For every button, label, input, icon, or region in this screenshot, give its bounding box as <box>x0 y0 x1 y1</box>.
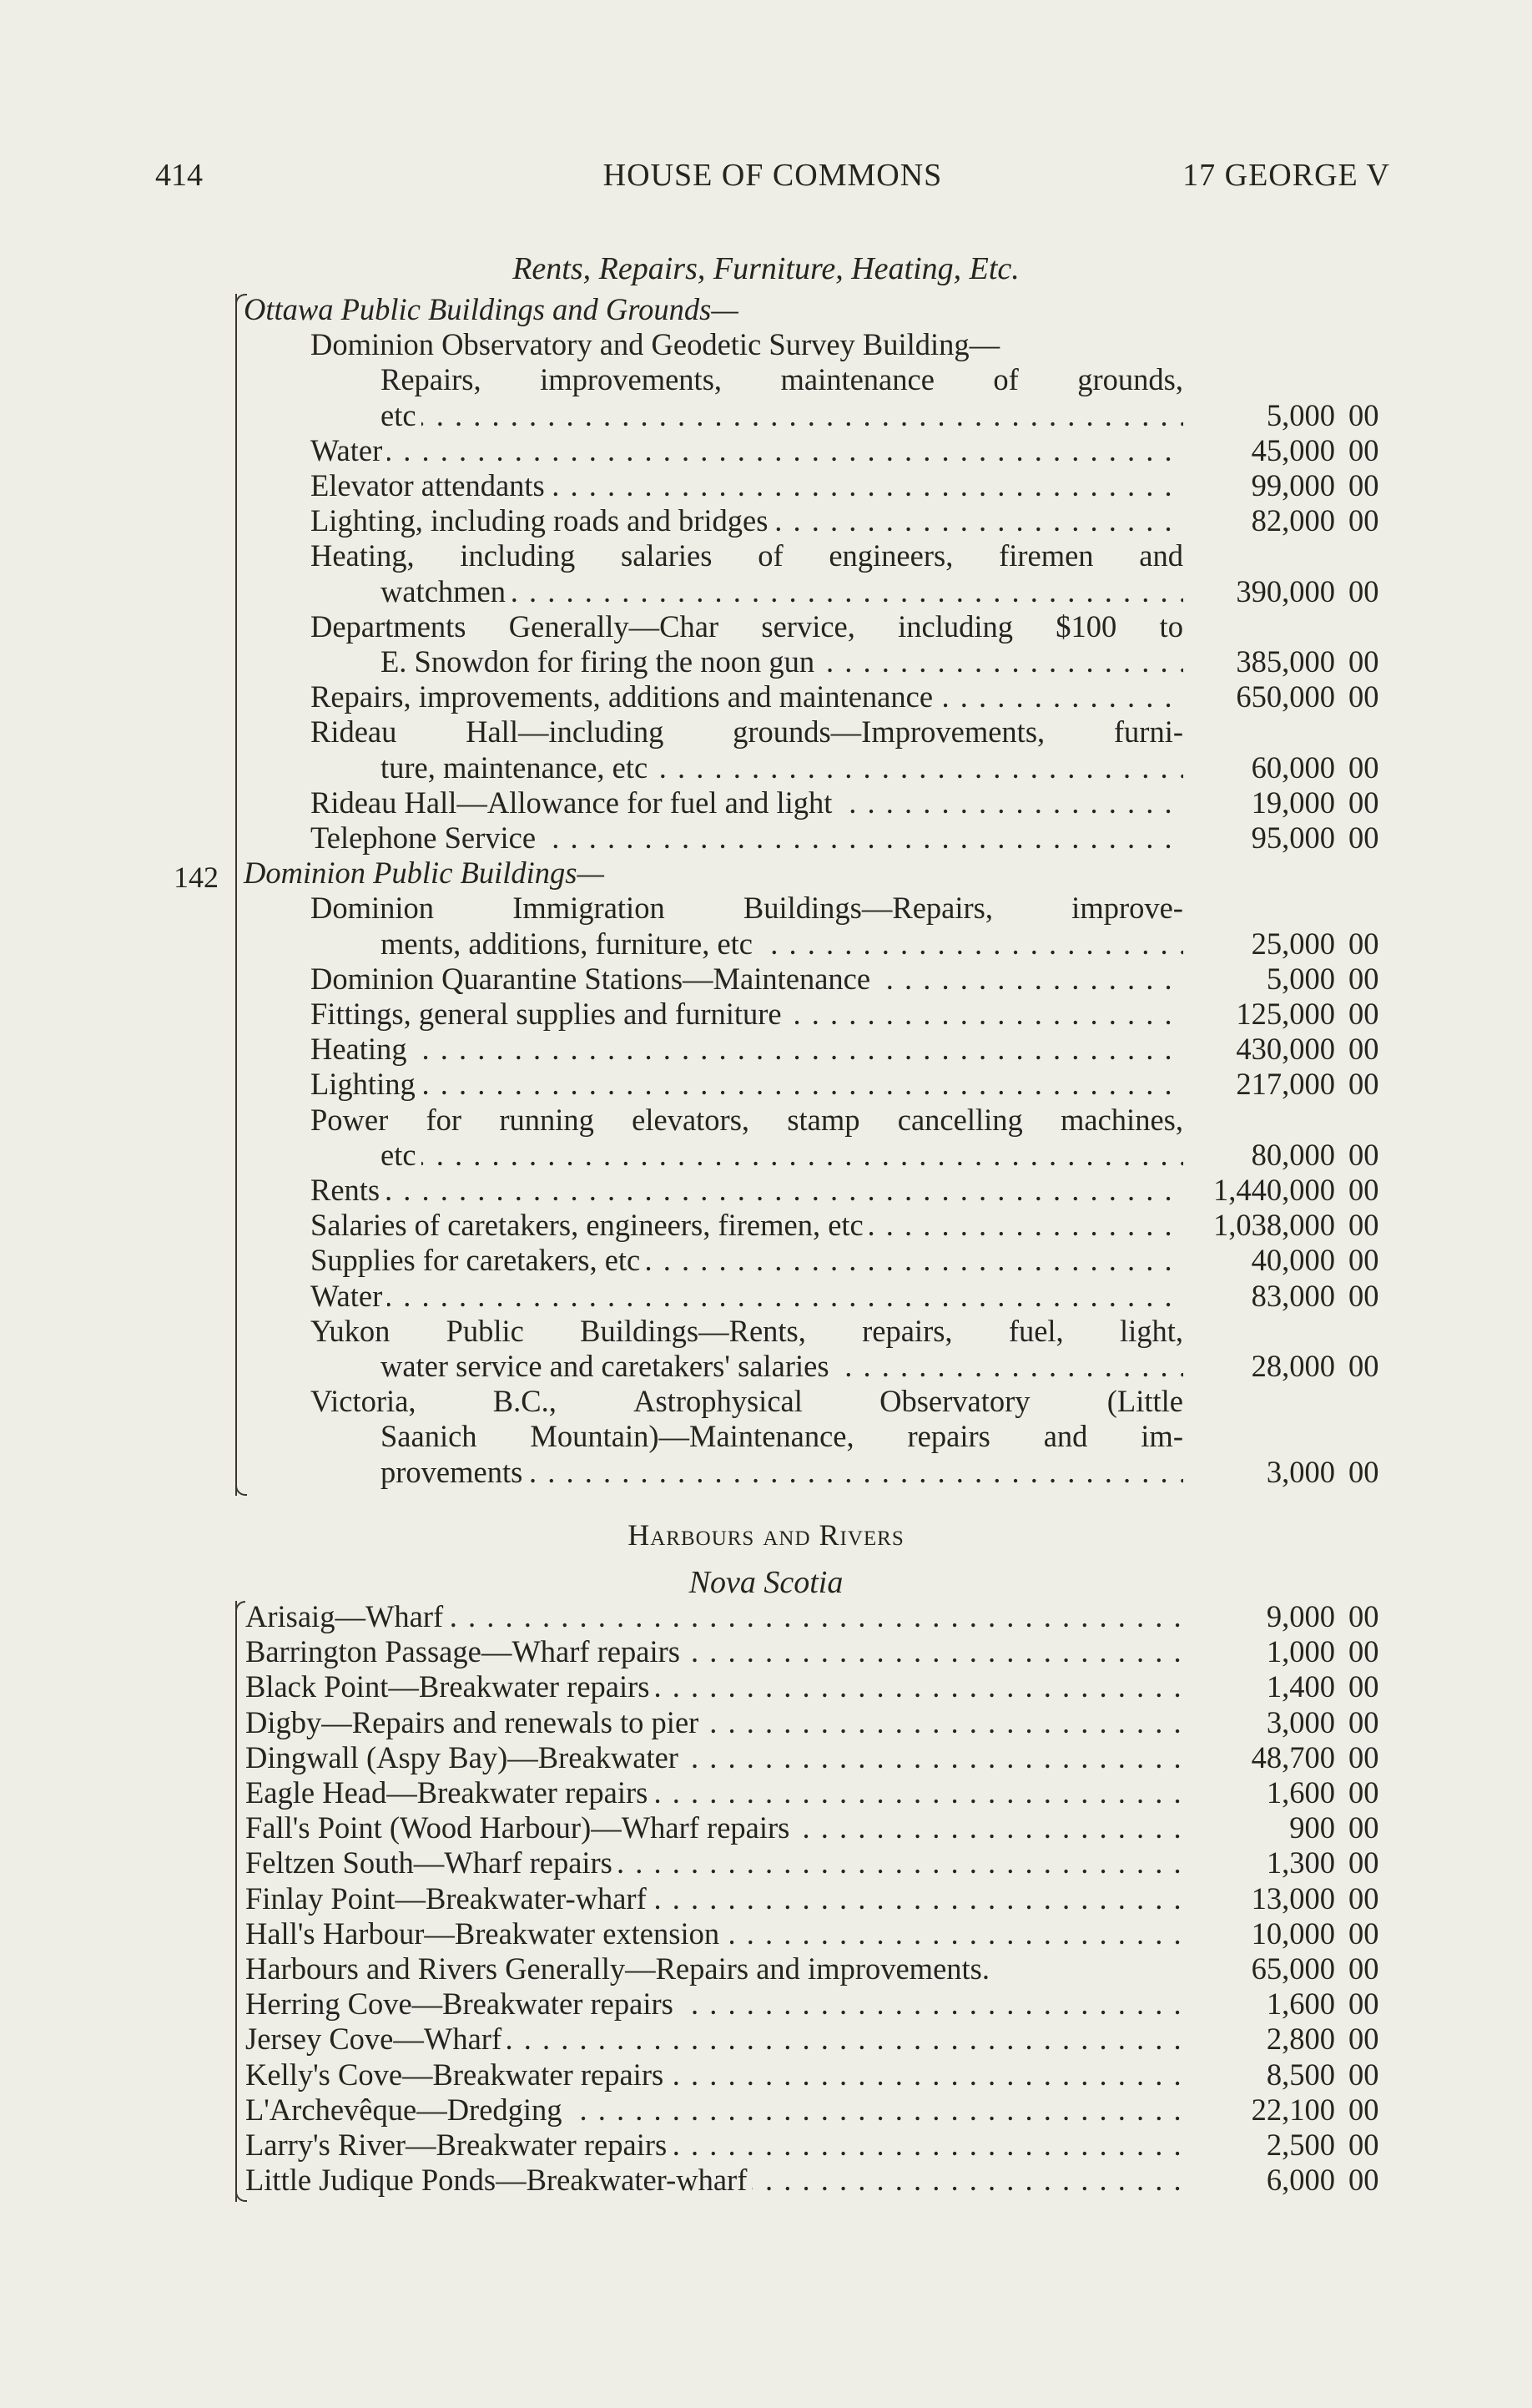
entry-text: Water <box>310 1279 387 1314</box>
entry-line <box>310 820 1183 856</box>
entry-amount <box>1185 1032 1390 1067</box>
amount-cents: 00 <box>1348 1278 1379 1313</box>
amount-dollars: 19,000 <box>1251 785 1335 820</box>
amount-dollars: 2,500 <box>1266 2128 1335 2162</box>
amount-cents: 00 <box>1348 1454 1379 1489</box>
entry-amount <box>1185 1173 1390 1208</box>
entry-amount <box>1185 1951 1390 1986</box>
amount-dollars: 1,600 <box>1266 1986 1335 2022</box>
entry-line <box>310 962 1183 997</box>
entry-text: Salaries of caretakers, engineers, firemen, etc <box>310 1208 869 1243</box>
entry-amount <box>1185 1669 1390 1704</box>
entry-text: ments, additions, furniture, etc <box>380 926 758 962</box>
entry-amount <box>1185 398 1390 433</box>
entry-amount <box>1185 1916 1390 1951</box>
entry-line <box>245 2128 1183 2163</box>
entry-line <box>380 574 1183 609</box>
entry-line <box>380 1138 1183 1173</box>
entry-amount <box>1185 750 1390 785</box>
entry-text: Arisaig—Wharf <box>245 1599 448 1634</box>
amount-dollars: 5,000 <box>1266 961 1335 996</box>
entry-amount <box>1185 926 1390 962</box>
amount-dollars: 13,000 <box>1251 1880 1335 1916</box>
entry-line <box>310 609 1183 644</box>
entry-text: Departments Generally—Char service, including $100 to <box>310 608 1183 644</box>
amount-dollars: 217,000 <box>1236 1067 1335 1102</box>
entry-amount <box>1185 2022 1390 2057</box>
entry-line <box>245 2163 1183 2198</box>
amount-dollars: 1,038,000 <box>1213 1208 1335 1243</box>
entry-amount <box>1185 1349 1390 1384</box>
amount-cents: 00 <box>1348 573 1379 608</box>
entry-line <box>245 1810 1183 1845</box>
entry-amount <box>1185 2092 1390 2128</box>
entry-line <box>310 785 1183 820</box>
amount-dollars: 22,100 <box>1251 2092 1335 2127</box>
amount-dollars: 1,400 <box>1266 1669 1335 1704</box>
entry-line <box>245 1986 1183 2022</box>
amount-cents: 00 <box>1348 1704 1379 1739</box>
entry-text: Rideau Hall—including grounds—Improvements, furni- <box>310 714 1183 750</box>
entry-line <box>245 1951 1183 1986</box>
entry-text: Heating, including salaries of engineers, firemen and <box>310 538 1183 573</box>
entry-line <box>310 1208 1183 1243</box>
entry-text: Eagle Head—Breakwater repairs <box>245 1775 653 1810</box>
amount-cents: 00 <box>1348 1775 1379 1810</box>
amount-dollars: 125,000 <box>1236 997 1335 1031</box>
entry-text: Harbours and Rivers Generally—Repairs and improvements. <box>245 1951 990 1986</box>
entry-line <box>310 1067 1183 1102</box>
amount-dollars: 83,000 <box>1251 1278 1335 1313</box>
province-heading: Nova Scotia <box>688 1565 844 1600</box>
entry-line <box>310 503 1183 538</box>
amount-dollars: 45,000 <box>1251 432 1335 467</box>
amount-cents: 00 <box>1348 750 1379 785</box>
entry-amount <box>1185 574 1390 609</box>
amount-dollars: 430,000 <box>1236 1032 1335 1067</box>
amount-cents: 00 <box>1348 1845 1379 1880</box>
amount-cents: 00 <box>1348 1916 1379 1951</box>
reign-label: 17 GEORGE V <box>1182 158 1390 193</box>
entry-text: E. Snowdon for firing the noon gun <box>380 644 819 679</box>
entry-amount <box>1185 1740 1390 1775</box>
entry-line <box>310 1384 1183 1419</box>
amount-dollars: 28,000 <box>1251 1349 1335 1383</box>
amount-cents: 00 <box>1348 1032 1379 1067</box>
amount-cents: 00 <box>1348 397 1379 432</box>
page-number: 414 <box>155 158 203 193</box>
entry-line <box>245 1669 1183 1704</box>
amount-dollars: 10,000 <box>1251 1916 1335 1951</box>
amount-cents: 00 <box>1348 1739 1379 1774</box>
amount-dollars: 25,000 <box>1251 926 1335 961</box>
amount-cents: 00 <box>1348 2092 1379 2127</box>
amount-dollars: 650,000 <box>1236 679 1335 714</box>
amount-dollars: 2,800 <box>1266 2022 1335 2057</box>
amount-cents: 00 <box>1348 2163 1379 2198</box>
entry-amount <box>1185 1067 1390 1102</box>
subsection-title <box>244 856 1162 891</box>
entry-text: Fall's Point (Wood Harbour)—Wharf repairs <box>245 1810 794 1845</box>
entry-amount <box>1185 2057 1390 2092</box>
amount-dollars: 1,440,000 <box>1213 1173 1335 1207</box>
entry-amount <box>1185 1986 1390 2022</box>
entry-text: Dominion Immigration Buildings—Repairs, improve- <box>310 891 1183 926</box>
amount-dollars: 99,000 <box>1251 468 1335 502</box>
entry-line <box>310 679 1183 714</box>
amount-cents: 00 <box>1348 644 1379 679</box>
entry-line <box>310 1314 1183 1349</box>
entry-amount <box>1185 2128 1390 2163</box>
entry-text: Repairs, improvements, additions and maintenance <box>310 679 938 714</box>
entry-text: Black Point—Breakwater repairs <box>245 1669 654 1704</box>
entry-line <box>310 1243 1183 1278</box>
subsection-title <box>244 292 1162 327</box>
entry-line <box>310 538 1183 573</box>
entry-text: water service and caretakers' salaries <box>380 1349 834 1384</box>
entry-amount <box>1185 433 1390 468</box>
entry-line <box>380 1419 1183 1454</box>
amount-cents: 00 <box>1348 503 1379 538</box>
entry-line <box>380 750 1183 785</box>
amount-dollars: 900 <box>1289 1810 1335 1845</box>
amount-dollars: 82,000 <box>1251 503 1335 538</box>
entry-line <box>310 997 1183 1032</box>
subsection-title-text: Ottawa Public Buildings and Grounds— <box>244 292 738 326</box>
entry-amount <box>1185 962 1390 997</box>
group-brace <box>235 294 237 1496</box>
entry-line <box>310 1279 1183 1314</box>
entry-text: Larry's River—Breakwater repairs <box>245 2128 672 2163</box>
entry-text: etc <box>380 398 421 433</box>
amount-dollars: 3,000 <box>1266 1454 1335 1489</box>
amount-cents: 00 <box>1348 1634 1379 1669</box>
entry-line <box>380 644 1183 679</box>
amount-cents: 00 <box>1348 1243 1379 1278</box>
subsection-title-text: Dominion Public Buildings— <box>244 856 604 891</box>
entry-line <box>310 1173 1183 1208</box>
amount-dollars: 6,000 <box>1266 2163 1335 2198</box>
amount-dollars: 390,000 <box>1236 573 1335 608</box>
amount-cents: 00 <box>1348 785 1379 820</box>
entry-line <box>310 891 1183 926</box>
entry-line <box>245 1916 1183 1951</box>
entry-line <box>380 1349 1183 1384</box>
amount-cents: 00 <box>1348 2022 1379 2057</box>
entry-amount <box>1185 1845 1390 1880</box>
entry-text: Water <box>310 433 387 468</box>
entry-amount <box>1185 997 1390 1032</box>
amount-dollars: 5,000 <box>1266 397 1335 432</box>
amount-dollars: 40,000 <box>1251 1243 1335 1278</box>
entry-amount <box>1185 1705 1390 1740</box>
entry-text: etc <box>380 1138 421 1173</box>
nova-scotia-brace <box>235 1601 237 2202</box>
amount-cents: 00 <box>1348 1137 1379 1172</box>
entry-text: Fittings, general supplies and furniture <box>310 997 787 1032</box>
entry-line <box>245 2092 1183 2128</box>
entry-line <box>310 1103 1183 1138</box>
amount-cents: 00 <box>1348 1951 1379 1986</box>
entry-text: Herring Cove—Breakwater repairs <box>245 1986 678 2022</box>
entry-text: Digby—Repairs and renewals to pier <box>245 1705 703 1740</box>
entry-text: Telephone Service <box>310 820 541 856</box>
entry-line <box>245 1881 1183 1916</box>
entry-text: Victoria, B.C., Astrophysical Observatory (Little <box>310 1384 1183 1419</box>
entry-text: Barrington Passage—Wharf repairs <box>245 1634 685 1669</box>
entry-line <box>380 926 1183 962</box>
entry-amount <box>1185 1138 1390 1173</box>
amount-cents: 00 <box>1348 2057 1379 2092</box>
amount-dollars: 48,700 <box>1251 1739 1335 1774</box>
amount-cents: 00 <box>1348 1067 1379 1102</box>
vote-number: 142 <box>174 861 219 894</box>
entry-text: Jersey Cove—Wharf <box>245 2022 506 2057</box>
amount-dollars: 8,500 <box>1266 2057 1335 2092</box>
amount-cents: 00 <box>1348 820 1379 855</box>
entry-text: watchmen <box>380 574 511 609</box>
section-title: Rents, Repairs, Furniture, Heating, Etc. <box>512 251 1020 286</box>
amount-dollars: 95,000 <box>1251 820 1335 855</box>
entry-text: Elevator attendants <box>310 468 550 503</box>
entry-text: Repairs, improvements, maintenance of grounds, <box>380 362 1183 397</box>
entry-text: Dominion Quarantine Stations—Maintenance <box>310 962 875 997</box>
amount-cents: 00 <box>1348 432 1379 467</box>
entry-line <box>245 2057 1183 2092</box>
amount-cents: 00 <box>1348 961 1379 996</box>
entry-text: Dingwall (Aspy Bay)—Breakwater <box>245 1740 683 1775</box>
entry-amount <box>1185 503 1390 538</box>
entry-text: ture, maintenance, etc <box>380 750 653 785</box>
entry-amount <box>1185 1634 1390 1669</box>
amount-cents: 00 <box>1348 1810 1379 1845</box>
amount-cents: 00 <box>1348 1669 1379 1704</box>
entry-line <box>245 1845 1183 1880</box>
amount-dollars: 3,000 <box>1266 1704 1335 1739</box>
entry-amount <box>1185 1881 1390 1916</box>
entry-text: L'Archevêque—Dredging <box>245 2092 567 2128</box>
entry-line <box>245 1599 1183 1634</box>
entry-text: Finlay Point—Breakwater-wharf <box>245 1881 652 1916</box>
entry-text: Kelly's Cove—Breakwater repairs <box>245 2057 668 2092</box>
entry-text: Supplies for caretakers, etc <box>310 1243 645 1278</box>
amount-cents: 00 <box>1348 926 1379 961</box>
amount-dollars: 9,000 <box>1266 1599 1335 1633</box>
amount-cents: 00 <box>1348 1599 1379 1633</box>
amount-dollars: 1,600 <box>1266 1775 1335 1810</box>
entry-amount <box>1185 644 1390 679</box>
entry-line <box>310 468 1183 503</box>
amount-dollars: 1,300 <box>1266 1845 1335 1880</box>
entry-line <box>380 362 1183 397</box>
entry-amount <box>1185 1243 1390 1278</box>
amount-dollars: 385,000 <box>1236 644 1335 679</box>
entry-text: Lighting, including roads and bridges <box>310 503 773 538</box>
entry-line <box>380 1455 1183 1490</box>
entry-text: provements <box>380 1455 527 1490</box>
amount-cents: 00 <box>1348 997 1379 1031</box>
entry-line <box>245 1634 1183 1669</box>
amount-cents: 00 <box>1348 1173 1379 1207</box>
amount-dollars: 1,000 <box>1266 1634 1335 1669</box>
amount-cents: 00 <box>1348 1880 1379 1916</box>
entry-text: Feltzen South—Wharf repairs <box>245 1845 617 1880</box>
entry-text: Power for running elevators, stamp cancelling machines, <box>310 1102 1183 1137</box>
entry-amount <box>1185 679 1390 714</box>
harbours-heading: Harbours and Rivers <box>627 1518 905 1552</box>
amount-cents: 00 <box>1348 679 1379 714</box>
amount-cents: 00 <box>1348 1208 1379 1243</box>
entry-line <box>380 398 1183 433</box>
entry-text: Saanich Mountain)—Maintenance, repairs and im- <box>380 1419 1183 1454</box>
entry-line <box>310 1032 1183 1067</box>
amount-dollars: 80,000 <box>1251 1137 1335 1172</box>
amount-dollars: 60,000 <box>1251 750 1335 785</box>
entry-text: Dominion Observatory and Geodetic Survey Building— <box>310 327 1000 362</box>
entry-text: Yukon Public Buildings—Rents, repairs, fuel, light, <box>310 1313 1183 1348</box>
entry-amount <box>1185 1208 1390 1243</box>
amount-cents: 00 <box>1348 1986 1379 2022</box>
entry-line <box>245 1705 1183 1740</box>
amount-dollars: 65,000 <box>1251 1951 1335 1986</box>
entry-amount <box>1185 1810 1390 1845</box>
entry-text: Rents <box>310 1173 385 1208</box>
entry-amount <box>1185 2163 1390 2198</box>
entry-line <box>245 2022 1183 2057</box>
entry-line <box>310 327 1183 362</box>
entry-text: Lighting <box>310 1067 421 1102</box>
amount-cents: 00 <box>1348 468 1379 502</box>
entry-line <box>310 714 1183 750</box>
entry-text: Hall's Harbour—Breakwater extension <box>245 1916 724 1951</box>
entry-line <box>310 433 1183 468</box>
amount-cents: 00 <box>1348 1349 1379 1383</box>
entry-amount <box>1185 820 1390 856</box>
entry-line <box>245 1740 1183 1775</box>
amount-cents: 00 <box>1348 2128 1379 2162</box>
page-header <box>155 157 1390 204</box>
entry-amount <box>1185 785 1390 820</box>
running-title: HOUSE OF COMMONS <box>602 158 943 193</box>
entry-amount <box>1185 468 1390 503</box>
entry-amount <box>1185 1279 1390 1314</box>
entry-amount <box>1185 1775 1390 1810</box>
entry-line <box>245 1775 1183 1810</box>
entry-text: Rideau Hall—Allowance for fuel and light <box>310 785 837 820</box>
entry-text: Heating <box>310 1032 412 1067</box>
entry-text: Little Judique Ponds—Breakwater-wharf <box>245 2163 752 2198</box>
entry-amount <box>1185 1455 1390 1490</box>
entry-amount <box>1185 1599 1390 1634</box>
